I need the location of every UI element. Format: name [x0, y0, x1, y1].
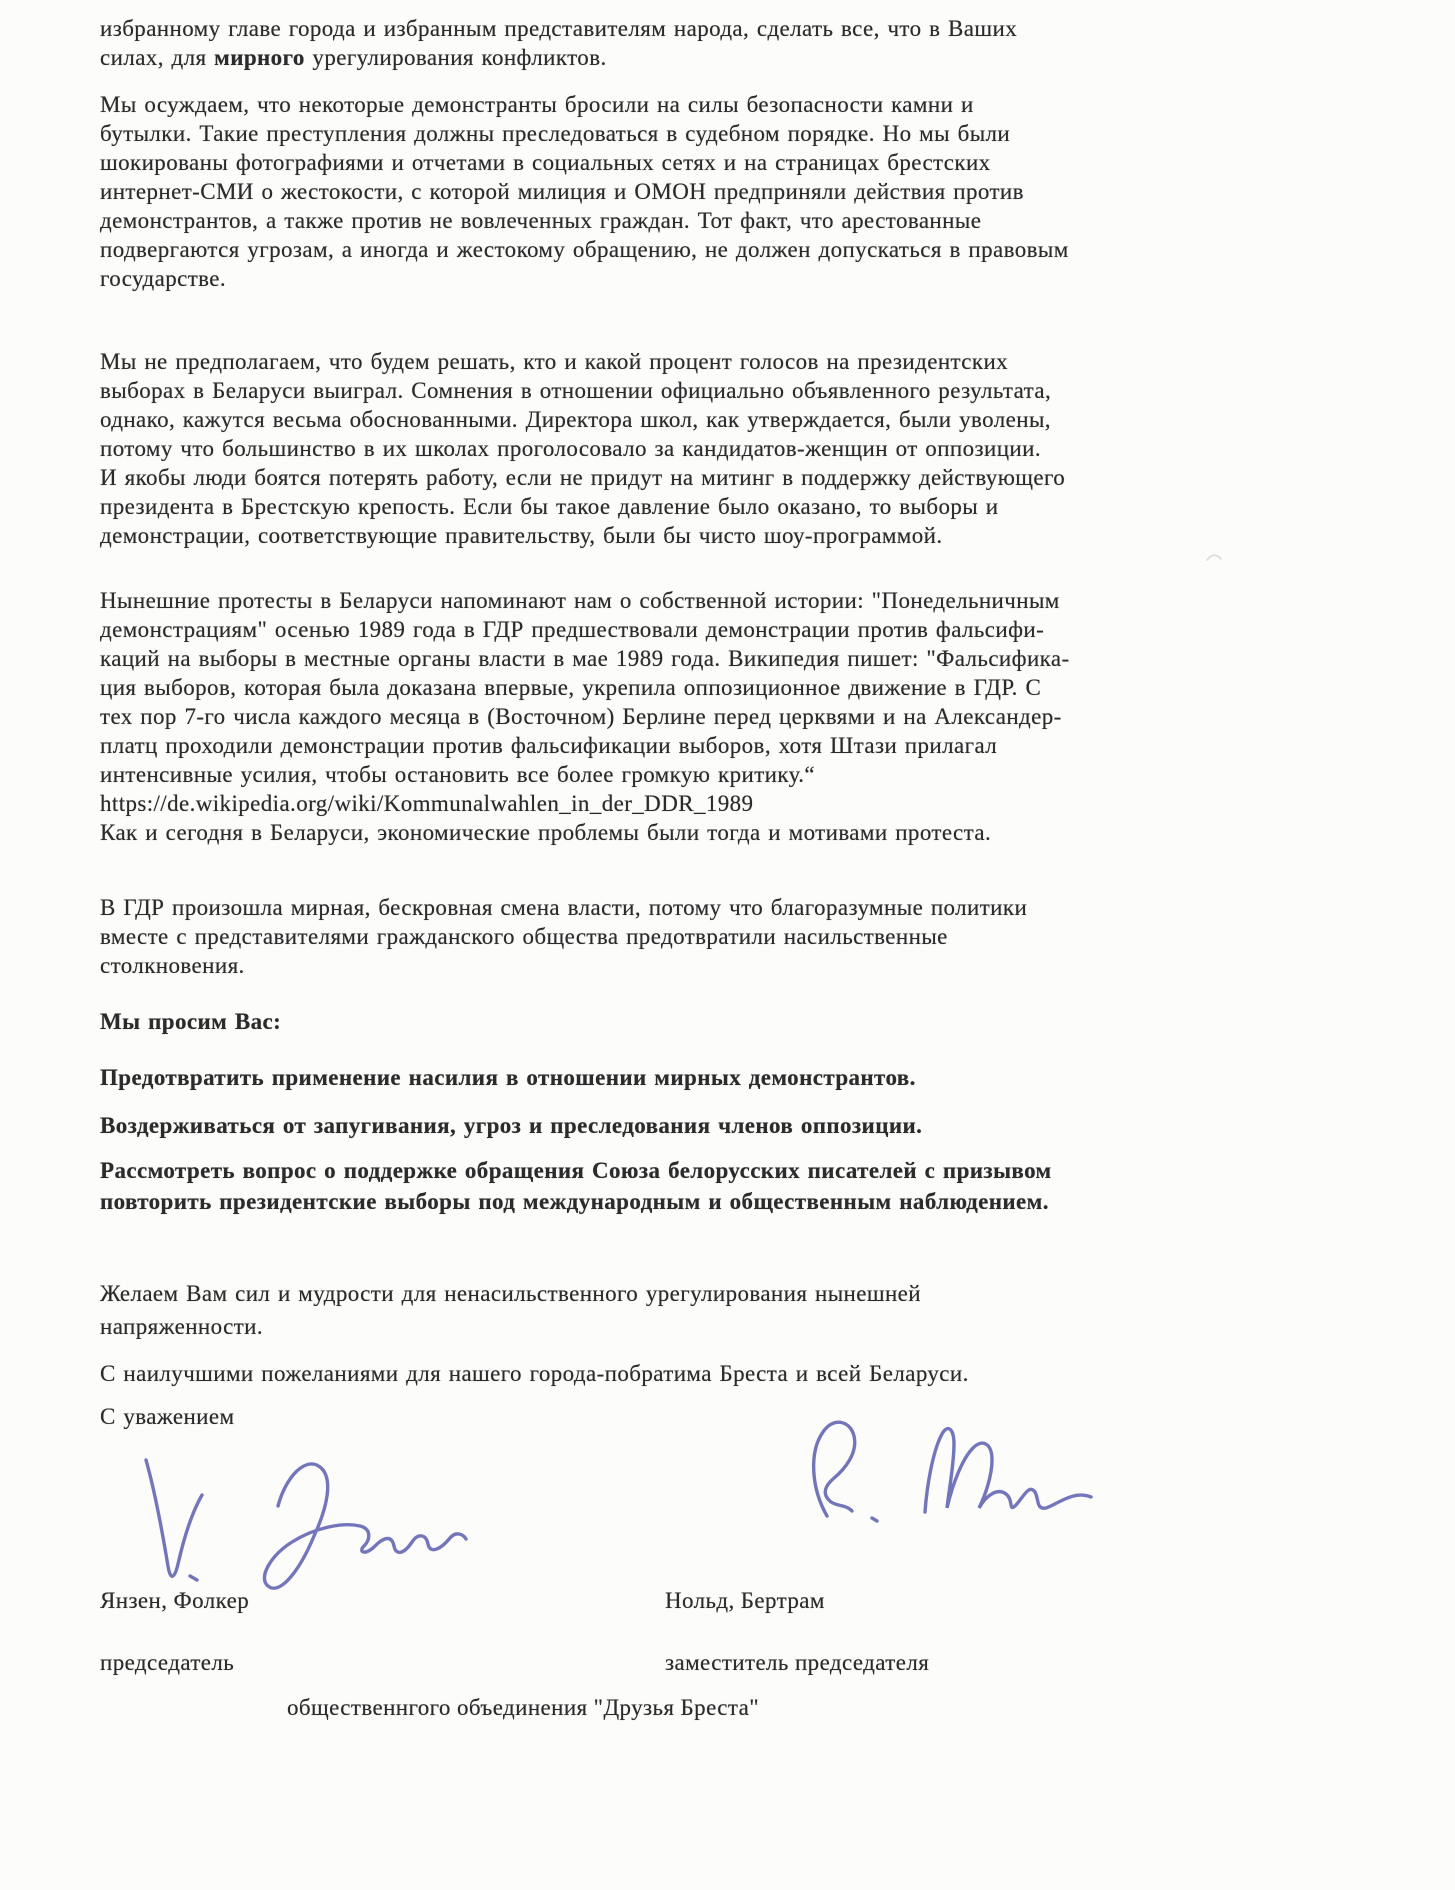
wikipedia-url-text: https://de.wikipedia.org/wiki/Kommunalwahlen_in_der_DDR_1989: [100, 791, 754, 816]
text-line: президента в Брестскую крепость. Если бы такое давление было оказано, то выборы и: [100, 494, 999, 519]
letter-paragraph-intro: [100, 14, 1017, 72]
signatory-role-left: председатель: [100, 1650, 235, 1675]
text-line: интенсивные усилия, чтобы остановить все более громкую критику.“: [100, 762, 815, 787]
closing-salutation: [100, 1400, 234, 1433]
text-line: Мы осуждаем, что некоторые демонстранты бросили на силы безопасности камни и: [100, 92, 974, 117]
text-line: С уважением: [100, 1404, 235, 1429]
letter-paragraph: [100, 586, 1070, 847]
text-line: вместе с представителями гражданского общества предотвратили насильственные: [100, 924, 948, 949]
text-line: бутылки. Такие преступления должны преследоваться в судебном порядке. Но мы были: [100, 121, 1011, 146]
text-line: напряженности.: [100, 1314, 264, 1339]
text-line: потому что большинство в их школах проголосовало за кандидатов-женщин от оппозиции.: [100, 436, 1041, 461]
text-line: повторить президентские выборы под международным и общественным наблюдением.: [100, 1189, 1049, 1214]
text-line: подвергаются угрозам, а иногда и жестокому обращению, не должен допускаться в правовым: [100, 237, 1069, 262]
text-line: Нынешние протесты в Беларуси напоминают нам о собственной истории: "Понедельничным: [100, 588, 1060, 613]
text-line: однако, кажутся весьма обоснованными. Директора школ, как утверждается, были уволены,: [100, 407, 1051, 432]
letter-paragraph: [100, 893, 1027, 980]
signatory-name-left: Янзен, Фолкер: [100, 1588, 250, 1613]
letter-paragraph: [100, 347, 1065, 550]
closing-regards-line: [100, 1357, 969, 1390]
text-line: [100, 43, 1017, 72]
handwritten-signature-nold: [775, 1412, 1100, 1532]
request-paragraph: [100, 1110, 922, 1141]
text-line: столкновения.: [100, 953, 245, 978]
text-line: В ГДР произошла мирная, бескровная смена власти, потому что благоразумные политики: [100, 895, 1028, 920]
text-line: И якобы люди боятся потерять работу, если не придут на митинг в поддержку действующего: [100, 465, 1066, 490]
text-line: платц проходили демонстрации против фальсификации выборов, хотя Штази прилагал: [100, 733, 998, 758]
text-span: силах, для: [100, 45, 215, 70]
handwritten-signature-janzen: [128, 1438, 473, 1598]
scan-smudge-mark: [1204, 548, 1230, 566]
text-line: демонстрантов, а также против не вовлеченных граждан. Тот факт, что арестованные: [100, 208, 982, 233]
text-span: урегулирования конфликтов.: [304, 45, 607, 70]
text-line: демонстрации, соответствующие правительству, были бы чисто шоу-программой.: [100, 523, 943, 548]
text-line: шокированы фотографиями и отчетами в социальных сетях и на страницах брестских: [100, 150, 991, 175]
request-paragraph: [100, 1062, 916, 1093]
text-line: Воздерживаться от запугивания, угроз и преследования членов оппозиции.: [100, 1113, 923, 1138]
text-line: Желаем Вам сил и мудрости для ненасильственного урегулирования нынешней: [100, 1281, 921, 1306]
text-line: тех пор 7-го числа каждого месяца в (Восточном) Берлине перед церквями и на Александер-: [100, 704, 1062, 729]
text-line: избранному главе города и избранным представителям народа, сделать все, что в Ваших: [100, 16, 1018, 41]
text-line: Предотвратить применение насилия в отношении мирных демонстрантов.: [100, 1065, 916, 1090]
text-line: демонстрациям" осенью 1989 года в ГДР предшествовали демонстрации против фальсифи-: [100, 617, 1045, 642]
signatory-role-right: заместитель председателя: [665, 1650, 930, 1675]
text-line: каций на выборы в местные органы власти в мае 1989 года. Википедия пишет: "Фальсифика-: [100, 646, 1070, 671]
text-line: Как и сегодня в Беларуси, экономические проблемы были тогда и мотивами протеста.: [100, 820, 992, 845]
text-line: С наилучшими пожеланиями для нашего города-побратима Бреста и всей Беларуси.: [100, 1361, 969, 1386]
signatory-name-right: Нольд, Бертрам: [665, 1588, 825, 1613]
organization-name: общественнгого объединения "Друзья Бреста": [287, 1695, 759, 1720]
text-line: выборах в Беларуси выиграл. Сомнения в отношении официально объявленного результата,: [100, 378, 1052, 403]
request-paragraph: [100, 1155, 1052, 1217]
text-line: государстве.: [100, 266, 227, 291]
text-line: ция выборов, которая была доказана впервые, укрепила оппозиционное движение в ГДР. С: [100, 675, 1042, 700]
letter-paragraph: [100, 90, 1069, 293]
text-line: интернет-СМИ о жестокости, с которой милиция и ОМОН предприняли действия против: [100, 179, 1024, 204]
text-line: Мы не предполагаем, что будем решать, кто и какой процент голосов на президентских: [100, 349, 1009, 374]
requests-heading: [100, 1007, 281, 1036]
closing-wish-paragraph: [100, 1277, 921, 1343]
heading-text: Мы просим Вас:: [100, 1009, 282, 1034]
emphasized-word: мирного: [214, 45, 305, 70]
text-line: Рассмотреть вопрос о поддержке обращения Союза белорусских писателей с призывом: [100, 1158, 1052, 1183]
